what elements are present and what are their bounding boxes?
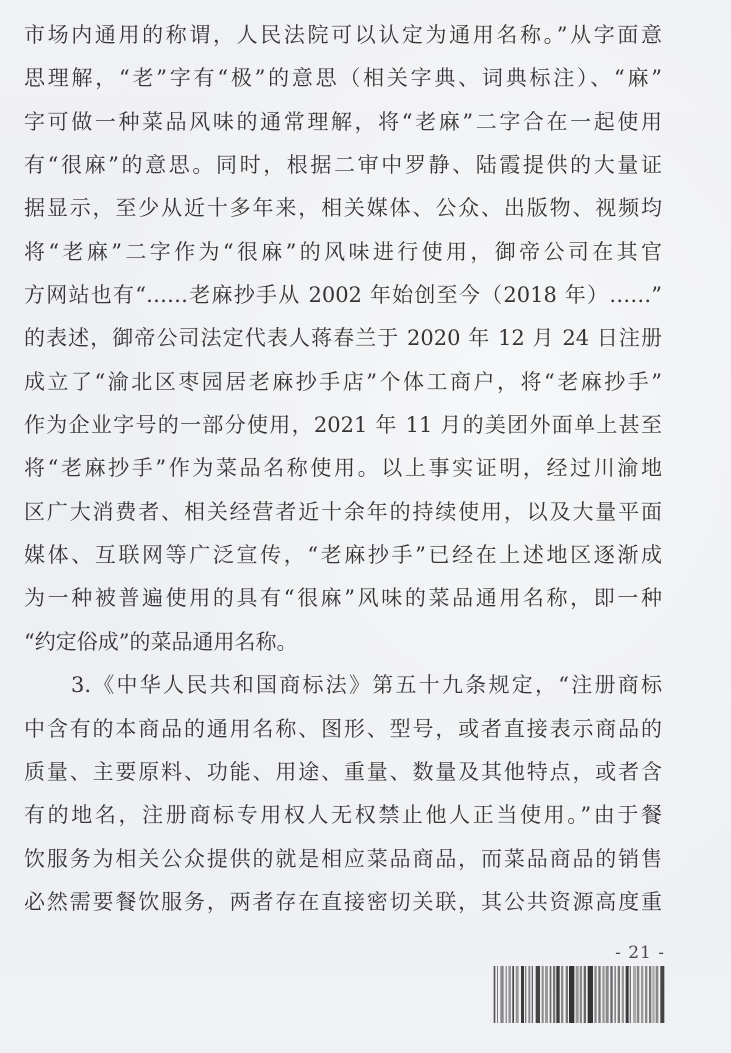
text-line: 成立了“渝北区枣园居老麻抄手店”个体工商户，将“老麻抄手” xyxy=(24,369,662,394)
text-line: 作为企业字号的一部分使用，2021 年 11 月的美团外面单上甚至 xyxy=(24,413,662,438)
text-line: 饮服务为相关公众提供的就是相应菜品商品，而菜品商品的销售 xyxy=(24,846,662,871)
page-number: - 21 - xyxy=(615,943,665,963)
text-line: 为一种被普遍使用的具有“很麻”风味的菜品通用名称，即一种 xyxy=(24,586,662,611)
text-line: 必然需要餐饮服务，两者存在直接密切关联，其公共资源高度重 xyxy=(24,889,662,914)
text-line-paragraph-end: “约定俗成”的菜品通用名称。 xyxy=(24,629,298,654)
text-line: 据显示，至少从近十多年来，相关媒体、公众、出版物、视频均 xyxy=(24,196,662,221)
text-line: 有“很麻”的意思。同时，根据二审中罗静、陆霞提供的大量证 xyxy=(24,153,662,178)
paragraph-item-3 xyxy=(24,664,662,924)
text-line: 将“老麻”二字作为“很麻”的风味进行使用，御帝公司在其官 xyxy=(24,239,662,264)
text-line: 思理解，“老”字有“极”的意思（相关字典、词典标注）、“麻” xyxy=(24,66,662,91)
text-line: 方网站也有“……老麻抄手从 2002 年始创至今（2018 年）……” xyxy=(24,283,662,308)
text-line: 有的地名，注册商标专用权人无权禁止他人正当使用。”由于餐 xyxy=(24,803,662,828)
text-line: 中含有的本商品的通用名称、图形、型号，或者直接表示商品的 xyxy=(24,716,662,741)
text-line: 质量、主要原料、功能、用途、重量、数量及其他特点，或者含 xyxy=(24,759,662,784)
document-body xyxy=(24,14,662,924)
text-line-indented: 3.《中华人民共和国商标法》第五十九条规定，“注册商标 xyxy=(71,673,662,698)
text-line: 的表述，御帝公司法定代表人蒋春兰于 2020 年 12 月 24 日注册 xyxy=(24,326,662,351)
text-line: 字可做一种菜品风味的通常理解，将“老麻”二字合在一起使用 xyxy=(24,109,662,134)
barcode-icon xyxy=(493,966,665,1023)
text-line: 区广大消费者、相关经营者近十余年的持续使用，以及大量平面 xyxy=(24,499,662,524)
paragraph-continued xyxy=(24,14,662,664)
text-line: 媒体、互联网等广泛宣传，“老麻抄手”已经在上述地区逐渐成 xyxy=(24,543,662,568)
text-line: 市场内通用的称谓，人民法院可以认定为通用名称。”从字面意 xyxy=(24,23,662,47)
text-line: 将“老麻抄手”作为菜品名称使用。以上事实证明，经过川渝地 xyxy=(24,456,662,481)
